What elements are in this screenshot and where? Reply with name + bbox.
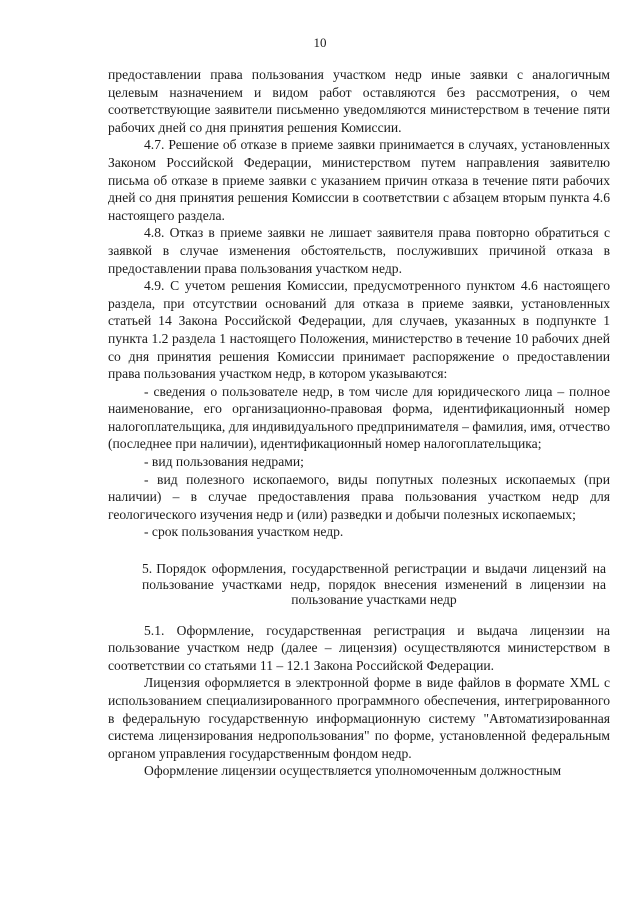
section-number: 5. xyxy=(142,561,153,577)
document-body xyxy=(108,66,610,780)
paragraph-item-minerals: - вид полезного ископаемого, виды попутных полезных ископаемых (при наличии) – в случае предоставления права пользования участком недр для геологического изучения недр и (или) разведки и добычи полезных ископаемых; xyxy=(108,471,610,522)
section-heading xyxy=(108,561,610,608)
paragraph-item-user: - сведения о пользователе недр, в том числе для юридического лица – полное наименование, его организационно-правовая форма, идентификационный номер налогоплательщика, для индивидуального предпринимателя – фамилия, имя, отчество (последнее при наличии), идентификационный номер налогоплательщика; xyxy=(108,383,610,452)
paragraph-license-xml: Лицензия оформляется в электронной форме в виде файлов в формате XML с использованием специализированного программного обеспечения, интегрированного в федеральную государственную информационную систему "Автоматизированная система лицензирования недропользования" по форме, установленной федеральным органом управления государственным фондом недр. xyxy=(108,675,610,761)
paragraph-4-8: 4.8. Отказ в приеме заявки не лишает заявителя права повторно обратиться с заявкой в случае изменения обстоятельств, послуживших причиной отказа в предоставлении права пользования участком недр. xyxy=(108,225,610,276)
paragraph-continuation: предоставлении права пользования участком недр иные заявки с аналогичным целевым назначением и видом работ оставляются без рассмотрения, о чем соответствующие заявители письменно уведомляются министерством в течение пяти рабочих дней со дня принятия решения Комиссии. xyxy=(108,67,610,135)
paragraph-license-official: Оформление лицензии осуществляется уполномоченным должностным xyxy=(144,763,562,779)
paragraphs-before-heading xyxy=(108,66,610,541)
page-number: 10 xyxy=(313,35,327,50)
paragraph-4-7: 4.7. Решение об отказе в приеме заявки принимается в случаях, установленных Законом Российской Федерации, министерством путем направления заявителю письма об отказе в приеме заявки с указанием причин отказа в течение пяти рабочих дней со дня принятия решения Комиссии в соответствии с абзацем вторым пункта 4.6 настоящего раздела. xyxy=(108,137,610,223)
paragraphs-after-heading xyxy=(108,622,610,780)
paragraph-5-1: 5.1. Оформление, государственная регистрация и выдача лицензии на пользование участком недр (далее – лицензия) осуществляются министерством в соответствии со статьями 11 – 12.1 Закона Российской Федерации. xyxy=(108,622,610,673)
paragraph-4-9: 4.9. С учетом решения Комиссии, предусмотренного пунктом 4.6 настоящего раздела, при отсутствии оснований для отказа в приеме заявки, установленных статьей 14 Закона Российской Федерации, для случаев, указанных в подпункте 1 пункта 1.2 раздела 1 настоящего Положения, министерство в течение 10 рабочих дней со дня принятия решения Комиссии принимает распоряжение о предоставлении права пользования участком недр, в котором указываются: xyxy=(108,278,610,382)
paragraph-item-term: - срок пользования участком недр. xyxy=(144,524,344,540)
section-title: Порядок оформления, государственной регистрации и выдачи лицензий на пользование участками недр, порядок внесения изменений в лицензии на пользование участками недр xyxy=(142,561,606,608)
paragraph-item-type: - вид пользования недрами; xyxy=(144,454,304,470)
